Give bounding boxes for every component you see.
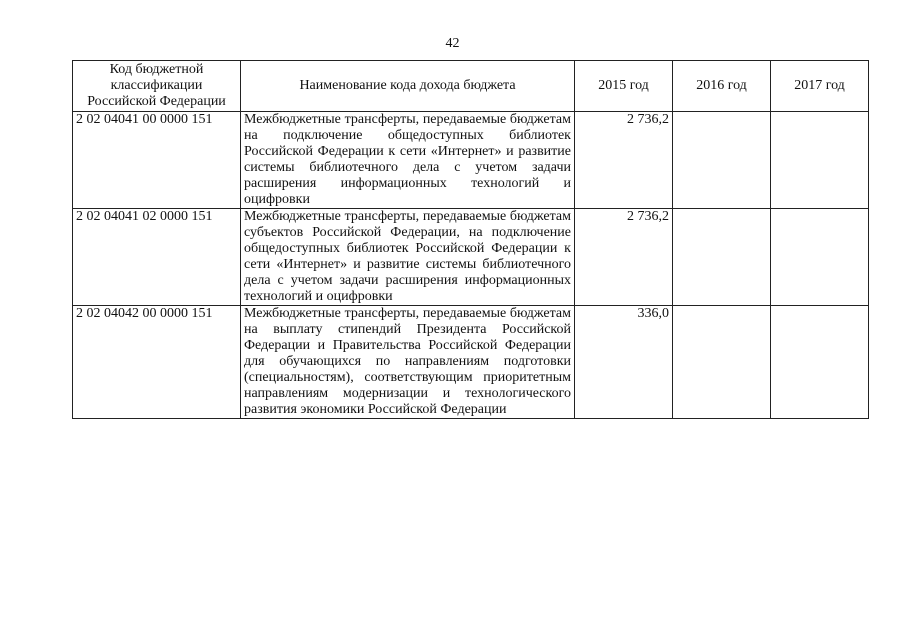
row-amount-2016: [673, 112, 771, 209]
row-amount-2016: [673, 306, 771, 419]
row-amount-2017: [771, 306, 869, 419]
row-code: 2 02 04041 02 0000 151: [73, 209, 241, 306]
row-code: 2 02 04042 00 0000 151: [73, 306, 241, 419]
header-2015: 2015 год: [575, 61, 673, 112]
row-amount-2017: [771, 209, 869, 306]
table-row: [73, 209, 869, 306]
header-2017: 2017 год: [771, 61, 869, 112]
row-code: 2 02 04041 00 0000 151: [73, 112, 241, 209]
table-row: [73, 112, 869, 209]
table-row: [73, 306, 869, 419]
header-name: Наименование кода дохода бюджета: [241, 61, 575, 112]
header-code: Код бюджетной классификации Российской Федерации: [73, 61, 241, 112]
row-amount-2015: 336,0: [575, 306, 673, 419]
header-2016: 2016 год: [673, 61, 771, 112]
page-number: 42: [445, 36, 460, 51]
row-amount-2016: [673, 209, 771, 306]
budget-revenue-table: [72, 60, 869, 419]
table-header-row: [73, 61, 869, 112]
row-amount-2017: [771, 112, 869, 209]
row-name: Межбюджетные трансферты, передаваемые бюджетам субъектов Российской Федерации, на подключение общедоступных библиотек Российской Федерации к сети «Интернет» и развитие системы библиотечного дела с учетом задачи расширения информационных технологий и оцифровки: [241, 209, 575, 306]
row-amount-2015: 2 736,2: [575, 112, 673, 209]
row-name: Межбюджетные трансферты, передаваемые бюджетам на выплату стипендий Президента Российской Федерации и Правительства Российской Федерации для обучающихся по направлениям подготовки (специальностям), соответствующим приоритетным направлениям модернизации и технологического развития экономики Российской Федерации: [241, 306, 575, 419]
row-name: Межбюджетные трансферты, передаваемые бюджетам на подключение общедоступных библиотек Российской Федерации к сети «Интернет» и развитие системы библиотечного дела с учетом задачи расширения информационных технологий и оцифровки: [241, 112, 575, 209]
row-amount-2015: 2 736,2: [575, 209, 673, 306]
